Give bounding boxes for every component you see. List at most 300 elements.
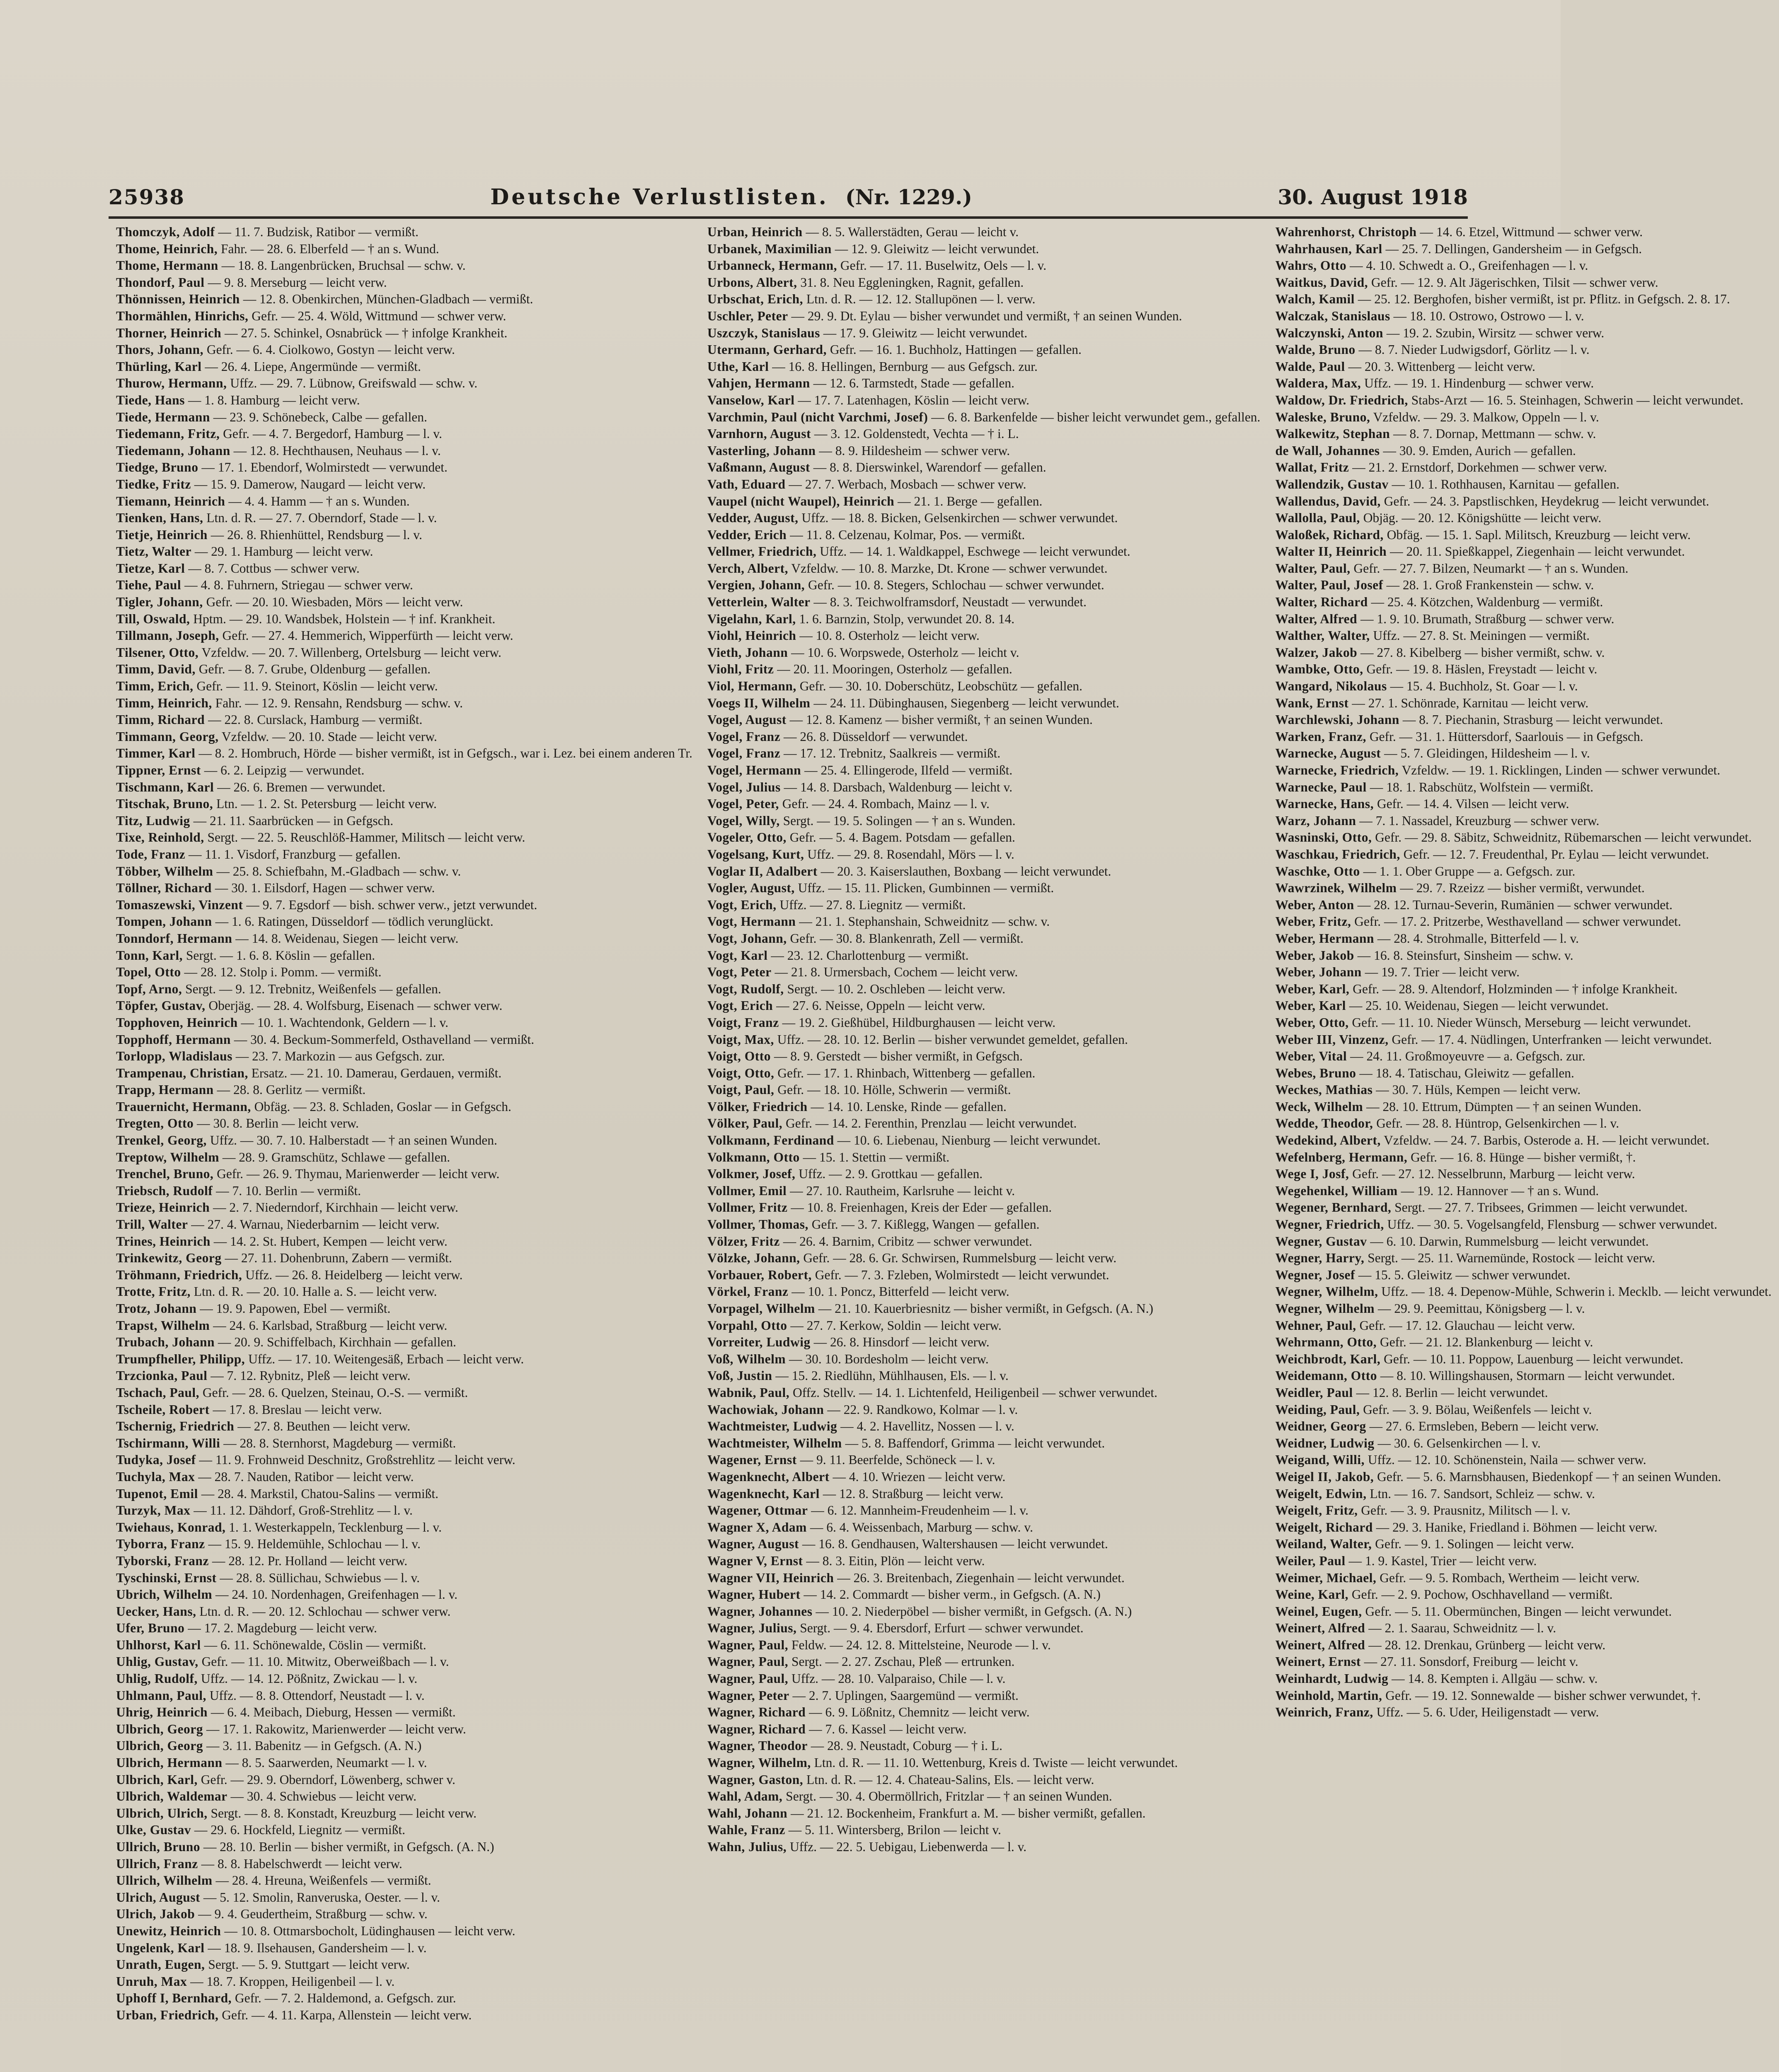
- entry-details: — 7. 10. Berlin — vermißt.: [216, 1183, 361, 1198]
- entry-name: Uhlhorst, Karl: [116, 1637, 201, 1652]
- entry-name: Waschke, Otto: [1275, 864, 1360, 879]
- entry-name: Tilsener, Otto,: [116, 645, 199, 660]
- casualty-entry: [116, 392, 692, 409]
- entry-name: Urbschat, Erich,: [707, 292, 803, 307]
- casualty-entry: [1275, 1250, 1772, 1267]
- entry-name: Trampenau, Christian,: [116, 1065, 248, 1080]
- entry-details: — 27. 10. Rautheim, Karlsruhe — leicht v.: [790, 1183, 1015, 1198]
- entry-details: Ltn. d. R. — 12. 12. Stallupönen — l. verw.: [806, 292, 1036, 307]
- entry-name: Vollmer, Thomas,: [707, 1217, 808, 1232]
- casualty-entry: [116, 1283, 692, 1300]
- casualty-entry: [116, 459, 692, 476]
- entry-details: Ltn. d. R. — 12. 4. Chateau-Salins, Els. — leicht verw.: [806, 1772, 1094, 1787]
- entry-details: — 27. 8. Kibelberg — bisher vermißt, schw. v.: [1360, 645, 1605, 660]
- casualty-entry: [116, 560, 692, 577]
- entry-name: Weber, Anton: [1275, 897, 1354, 912]
- entry-name: Ulbrich, Georg: [116, 1738, 203, 1753]
- entry-name: Wachtmeister, Wilhelm: [707, 1435, 842, 1450]
- entry-details: — 11. 7. Budzisk, Ratibor — vermißt.: [218, 225, 419, 239]
- entry-name: Wagner V, Ernst: [707, 1553, 803, 1568]
- entry-details: — 29. 6. Hockfeld, Liegnitz — vermißt.: [194, 1823, 406, 1837]
- entry-name: Vogt, Rudolf,: [707, 981, 784, 996]
- entry-details: — 29. 7. Rzeizz — bisher vermißt, verwundet.: [1400, 881, 1645, 896]
- entry-details: Vzfeldw. — 24. 7. Barbis, Osterode a. H. — leicht verwundet.: [1384, 1133, 1710, 1148]
- casualty-entry: [1275, 577, 1772, 594]
- entry-name: Warken, Franz,: [1275, 729, 1367, 744]
- casualty-entry: [707, 1570, 1261, 1587]
- entry-details: — 15. 2. Riedlühn, Mühlhausen, Els. — l. v.: [775, 1368, 1009, 1383]
- entry-name: Vollmer, Fritz: [707, 1200, 788, 1215]
- entry-details: — 28. 8. Gerlitz — vermißt.: [217, 1082, 366, 1097]
- casualty-entry: [707, 1721, 1261, 1738]
- casualty-entry: [707, 1368, 1261, 1385]
- casualty-entry: [1275, 560, 1772, 577]
- entry-details: — 17. 1. Rakowitz, Marienwerder — leicht verw.: [206, 1721, 466, 1736]
- entry-name: Wegner, Friedrich,: [1275, 1217, 1384, 1232]
- casualty-entry: [1275, 543, 1772, 560]
- entry-name: Ulrich, August: [116, 1890, 201, 1905]
- entry-details: — 6. 4. Meibach, Dieburg, Hessen — vermißt.: [211, 1705, 456, 1720]
- casualty-entry: [707, 1082, 1261, 1099]
- entry-name: Warnecke, Friedrich,: [1275, 763, 1399, 777]
- entry-name: Wegehenkel, William: [1275, 1183, 1398, 1198]
- entry-name: Topphoff, Hermann: [116, 1032, 231, 1047]
- entry-details: Uffz. — 27. 8. St. Meiningen — vermißt.: [1373, 628, 1590, 643]
- entry-details: Fahr. — 28. 6. Elberfeld — † an s. Wund.: [221, 241, 439, 256]
- entry-details: — 8. 7. Cottbus — schwer verw.: [188, 561, 360, 576]
- entry-details: Uffz. — 5. 6. Uder, Heiligenstadt — verw.: [1376, 1705, 1599, 1720]
- entry-details: Uffz. — 26. 8. Heidelberg — leicht verw.: [245, 1267, 463, 1282]
- casualty-entry: [707, 644, 1261, 661]
- entry-name: Vasterling, Johann: [707, 443, 816, 458]
- casualty-entry: [116, 1704, 692, 1721]
- entry-name: Waldow, Dr. Friedrich,: [1275, 392, 1408, 407]
- entry-name: Tiede, Hermann: [116, 409, 210, 424]
- casualty-entry: [116, 913, 692, 930]
- entry-name: Weigand, Willi,: [1275, 1452, 1365, 1467]
- entry-name: Vogt, Erich: [707, 998, 773, 1013]
- entry-name: Weinrich, Franz,: [1275, 1705, 1373, 1720]
- entry-details: Uffz. — 2. 9. Grottkau — gefallen.: [799, 1167, 983, 1181]
- casualty-entry: [1275, 644, 1772, 661]
- entry-details: Gefr. — 10. 8. Stegers, Schlochau — schwer verwundet.: [808, 578, 1104, 593]
- casualty-entry: [707, 1267, 1261, 1284]
- casualty-entry: [1275, 224, 1772, 241]
- entry-details: — 23. 12. Charlottenburg — vermißt.: [771, 948, 969, 963]
- entry-details: Vzfeldw. — 10. 8. Marzke, Dt. Krone — schwer verwundet.: [791, 561, 1108, 576]
- entry-name: Torlopp, Wladislaus: [116, 1049, 232, 1064]
- casualty-entry: [116, 1940, 692, 1957]
- casualty-entry: [116, 627, 692, 644]
- casualty-entry: [707, 1216, 1261, 1233]
- casualty-entry: [1275, 930, 1772, 947]
- casualty-entry: [1275, 813, 1772, 830]
- entry-details: Ltn. d. R. — 20. 12. Schlochau — schwer verw.: [199, 1604, 451, 1619]
- casualty-entry: [1275, 1317, 1772, 1334]
- casualty-entry: [707, 930, 1261, 947]
- column-1: [109, 224, 700, 2072]
- entry-details: Feldw. — 24. 12. 8. Mittelsteine, Neurode — l. v.: [791, 1637, 1051, 1652]
- casualty-entry: [707, 1519, 1261, 1536]
- entry-details: — 30. 6. Gelsenkirchen — l. v.: [1377, 1435, 1541, 1450]
- entry-details: — 15. 1. Stettin — vermißt.: [803, 1150, 950, 1164]
- column-2: [700, 224, 1268, 2072]
- entry-name: Vogel, Willy,: [707, 813, 780, 828]
- entry-details: Sergt. — 27. 7. Tribsees, Grimmen — leicht verwundet.: [1394, 1200, 1688, 1215]
- entry-name: Ulrich, Jakob: [116, 1907, 195, 1922]
- entry-name: Weimer, Michael,: [1275, 1570, 1377, 1585]
- entry-details: — 30. 4. Schwiebus — leicht verw.: [230, 1789, 417, 1804]
- entry-name: Uhlig, Gustav,: [116, 1654, 198, 1669]
- casualty-entry: [116, 409, 692, 426]
- entry-details: — 26. 8. Rhienhüttel, Rendsburg — l. v.: [211, 527, 422, 542]
- entry-details: — 11. 1. Visdorf, Franzburg — gefallen.: [188, 847, 401, 862]
- entry-details: — 21. 1. Stephanshain, Schweidnitz — schw. v.: [799, 914, 1050, 929]
- casualty-entry: [1275, 1014, 1772, 1031]
- casualty-entry: [1275, 1704, 1772, 1721]
- casualty-entry: [116, 1721, 692, 1738]
- entry-name: Wegner, Josef: [1275, 1267, 1355, 1282]
- entry-details: — 26. 4. Liepe, Angermünde — vermißt.: [205, 359, 421, 374]
- entry-name: Wehrmann, Otto,: [1275, 1335, 1377, 1350]
- entry-details: — 26. 6. Bremen — verwundet.: [217, 779, 386, 794]
- entry-details: Vzfeldw. — 29. 3. Malkow, Oppeln — l. v.: [1373, 409, 1599, 424]
- entry-details: — 15. 9. Heldemühle, Schlochau — l. v.: [208, 1537, 421, 1552]
- casualty-entry: [707, 997, 1261, 1014]
- page-number: 25938: [109, 184, 185, 209]
- entry-name: Topel, Otto: [116, 965, 181, 980]
- entry-name: Wallendus, David,: [1275, 494, 1381, 508]
- entry-name: Tröhmann, Friedrich,: [116, 1267, 242, 1282]
- entry-details: Gefr. — 10. 11. Poppow, Lauenburg — leicht verwundet.: [1384, 1351, 1684, 1366]
- casualty-entry: [116, 1351, 692, 1368]
- entry-name: Vorpagel, Wilhelm: [707, 1301, 815, 1316]
- entry-details: 31. 8. Neu Eggleningken, Ragnit, gefallen.: [800, 275, 1024, 290]
- casualty-entry: [116, 1300, 692, 1317]
- entry-details: — 1. 6. Ratingen, Düsseldorf — tödlich verunglückt.: [215, 914, 494, 929]
- entry-details: — 20. 3. Kaiserslauthen, Boxbang — leicht verwundet.: [821, 864, 1111, 879]
- entry-name: Wahn, Julius,: [707, 1840, 787, 1854]
- casualty-entry: [1275, 1486, 1772, 1503]
- casualty-entry: [707, 560, 1261, 577]
- entry-name: Wagner, Paul,: [707, 1671, 789, 1686]
- casualty-entry: [1275, 1586, 1772, 1603]
- entry-name: Thondorf, Paul: [116, 275, 205, 290]
- entry-details: — 28. 4. Strohmalle, Bitterfeld — l. v.: [1377, 931, 1579, 946]
- entry-name: Weber, Vital: [1275, 1049, 1347, 1064]
- casualty-entry: [707, 846, 1261, 863]
- entry-details: — 7. 12. Rybnitz, Pleß — leicht verw.: [211, 1368, 411, 1383]
- casualty-entry: [1275, 308, 1772, 325]
- entry-name: Ulbrich, Waldemar: [116, 1789, 228, 1804]
- entry-name: Trieze, Heinrich: [116, 1200, 210, 1215]
- casualty-entry: [116, 1653, 692, 1670]
- entry-details: — 9. 8. Merseburg — leicht verw.: [208, 275, 387, 290]
- entry-details: — 5. 11. Wintersberg, Brilon — leicht v.: [788, 1823, 1001, 1837]
- casualty-entry: [707, 1385, 1261, 1402]
- entry-name: Tippner, Ernst: [116, 763, 201, 777]
- casualty-entry: [116, 426, 692, 443]
- casualty-entry: [116, 257, 692, 274]
- casualty-entry: [707, 897, 1261, 914]
- casualty-entry: [1275, 897, 1772, 914]
- entry-name: Weigelt, Edwin,: [1275, 1486, 1367, 1501]
- entry-name: Wagner X, Adam: [707, 1520, 807, 1535]
- entry-details: — 28. 4. Markstil, Chatou-Salins — vermißt.: [201, 1486, 438, 1501]
- entry-details: — 30. 4. Beckum-Sommerfeld, Osthavelland — vermißt.: [234, 1032, 535, 1047]
- entry-details: — 8. 5. Saarwerden, Neumarkt — l. v.: [225, 1755, 427, 1770]
- entry-details: — 18. 4. Tatischau, Gleiwitz — gefallen.: [1359, 1065, 1574, 1080]
- entry-name: Uecker, Hans,: [116, 1604, 196, 1619]
- entry-name: Wahrenhorst, Christoph: [1275, 225, 1417, 239]
- entry-name: Thome, Hermann: [116, 258, 218, 273]
- entry-details: — 11. 8. Celzenau, Kolmar, Pos. — vermißt.: [790, 527, 1025, 542]
- entry-name: Tomaszewski, Vinzent: [116, 897, 243, 912]
- casualty-entry: [116, 1048, 692, 1065]
- entry-details: — 28. 8. Sternhorst, Magdeburg — vermißt.: [223, 1435, 456, 1450]
- casualty-entry: [116, 1603, 692, 1620]
- entry-details: — 19. 2. Gießhübel, Hildburghausen — leicht verw.: [782, 1015, 1056, 1030]
- entry-name: Walkewitz, Stephan: [1275, 426, 1390, 441]
- entry-details: — 12. 9. Gleiwitz — leicht verwundet.: [835, 241, 1039, 256]
- casualty-entry: [707, 964, 1261, 981]
- casualty-entry: [116, 1317, 692, 1334]
- casualty-entry: [116, 476, 692, 493]
- casualty-entry: [116, 897, 692, 914]
- entry-details: — 27. 4. Warnau, Niederbarnim — leicht verw.: [191, 1217, 440, 1232]
- entry-details: — 23. 9. Schönebeck, Calbe — gefallen.: [213, 409, 427, 424]
- casualty-entry: [1275, 409, 1772, 426]
- entry-name: Trotte, Fritz,: [116, 1284, 191, 1299]
- entry-name: Wagner, Gaston,: [707, 1772, 804, 1787]
- casualty-entry: [1275, 1183, 1772, 1200]
- entry-details: — 30. 9. Emden, Aurich — gefallen.: [1383, 443, 1576, 458]
- entry-name: Wallolla, Paul,: [1275, 511, 1360, 525]
- casualty-entry: [116, 1670, 692, 1687]
- entry-details: — 23. 7. Markozin — aus Gefgsch. zur.: [235, 1049, 445, 1064]
- casualty-entry: [1275, 1099, 1772, 1116]
- casualty-entry: [707, 1670, 1261, 1687]
- entry-details: — 9. 11. Beerfelde, Schöneck — l. v.: [800, 1452, 995, 1467]
- entry-details: — 21. 2. Ernstdorf, Dorkehmen — schwer verw.: [1352, 460, 1607, 475]
- entry-details: — 10. 1. Wachtendonk, Geldern — l. v.: [241, 1015, 449, 1030]
- entry-name: Vörkel, Franz: [707, 1284, 789, 1299]
- entry-name: Uhlig, Rudolf,: [116, 1671, 198, 1686]
- entry-details: Gefr. — 19. 12. Sonnewalde — bisher schwer verwundet, †.: [1385, 1688, 1701, 1703]
- entry-name: Ulbrich, Hermann: [116, 1755, 223, 1770]
- casualty-entry: [707, 712, 1261, 729]
- entry-name: Voigt, Otto,: [707, 1065, 775, 1080]
- casualty-entry: [1275, 1536, 1772, 1553]
- entry-details: — 2. 7. Niederndorf, Kirchhain — leicht verw.: [213, 1200, 458, 1215]
- entry-details: Gefr. — 28. 8. Hüntrop, Gelsenkirchen — l. v.: [1376, 1116, 1619, 1131]
- entry-details: Gefr. — 27. 4. Hemmerich, Wipperfürth — leicht verw.: [222, 628, 513, 643]
- casualty-entry: [116, 1418, 692, 1435]
- entry-name: Wagner, Paul,: [707, 1637, 789, 1652]
- entry-name: Walther, Walter,: [1275, 628, 1370, 643]
- casualty-entry: [707, 476, 1261, 493]
- casualty-entry: [116, 527, 692, 544]
- casualty-entry: [707, 1283, 1261, 1300]
- casualty-entry: [707, 1014, 1261, 1031]
- casualty-entry: [116, 493, 692, 510]
- entry-name: Wahl, Adam,: [707, 1789, 783, 1804]
- entry-name: Vorreiter, Ludwig: [707, 1335, 811, 1350]
- casualty-entry: [116, 1553, 692, 1570]
- entry-details: — 22. 9. Randkowo, Kolmar — l. v.: [827, 1402, 1018, 1417]
- casualty-entry: [116, 1486, 692, 1503]
- entry-details: — 28. 12. Turnau-Severin, Rumänien — schwer verwundet.: [1357, 897, 1673, 912]
- entry-name: Trubach, Johann: [116, 1335, 215, 1350]
- casualty-entry: [707, 527, 1261, 544]
- casualty-entry: [116, 1738, 692, 1755]
- entry-details: Ltn. d. R. — 27. 7. Oberndorf, Stade — l. v.: [206, 511, 437, 525]
- entry-name: Wehner, Paul,: [1275, 1318, 1356, 1333]
- entry-name: Waleske, Bruno,: [1275, 409, 1370, 424]
- entry-name: Wagner, Richard: [707, 1705, 806, 1720]
- entry-details: Uffz. — 18. 8. Bicken, Gelsenkirchen — schwer verwundet.: [801, 511, 1118, 525]
- entry-name: Vieth, Johann: [707, 645, 788, 660]
- casualty-entry: [1275, 510, 1772, 527]
- entry-name: Wagener, Ottmar: [707, 1503, 808, 1518]
- casualty-entry: [1275, 863, 1772, 880]
- casualty-entry: [116, 779, 692, 796]
- casualty-entry: [1275, 527, 1772, 544]
- casualty-entry: [707, 627, 1261, 644]
- entry-details: — 8. 8. Dierswinkel, Warendorf — gefallen.: [813, 460, 1046, 475]
- entry-name: Weigelt, Fritz,: [1275, 1503, 1358, 1518]
- entry-details: Sergt. — 1. 6. 8. Köslin — gefallen.: [186, 948, 375, 963]
- casualty-entry: [1275, 1452, 1772, 1469]
- entry-details: — 25. 10. Weidenau, Siegen — leicht verwundet.: [1349, 998, 1609, 1013]
- entry-details: Obfäg. — 15. 1. Sapl. Militsch, Kreuzburg — leicht verw.: [1387, 527, 1691, 542]
- entry-name: Tudyka, Josef: [116, 1452, 196, 1467]
- casualty-entry: [1275, 1418, 1772, 1435]
- casualty-entry: [1275, 358, 1772, 375]
- entry-details: — 17. 7. Latenhagen, Köslin — leicht verw.: [798, 392, 1030, 407]
- entry-details: Vzfeldw. — 20. 7. Willenberg, Ortelsburg — leicht verw.: [201, 645, 501, 660]
- entry-details: — 8. 9. Gerstedt — bisher vermißt, in Gefgsch.: [774, 1049, 1023, 1064]
- casualty-entry: [1275, 611, 1772, 628]
- entry-name: Wachowiak, Johann: [707, 1402, 824, 1417]
- casualty-entry: [116, 1586, 692, 1603]
- entry-name: Weinel, Eugen,: [1275, 1604, 1362, 1619]
- casualty-entry: [707, 274, 1261, 291]
- entry-name: Vogel, Franz: [707, 729, 781, 744]
- casualty-entry: [1275, 846, 1772, 863]
- entry-details: Gefr. — 25. 4. Wöld, Wittmund — schwer verw.: [252, 308, 506, 323]
- entry-name: Walde, Paul: [1275, 359, 1345, 374]
- entry-details: — 14. 8. Darsbach, Waldenburg — leicht v.: [784, 779, 1013, 794]
- masthead: [490, 184, 972, 210]
- entry-name: Uschler, Peter: [707, 308, 788, 323]
- casualty-entry: [116, 577, 692, 594]
- entry-details: Gefr. — 29. 9. Oberndorf, Löwenberg, schwer v.: [201, 1772, 455, 1787]
- entry-name: Wegner, Wilhelm,: [1275, 1284, 1378, 1299]
- entry-details: — 25. 4. Kötzchen, Waldenburg — vermißt.: [1371, 595, 1603, 610]
- entry-name: Tonndorf, Hermann: [116, 931, 232, 946]
- entry-name: Waschkau, Friedrich,: [1275, 847, 1400, 862]
- entry-details: — 26. 3. Breitenbach, Ziegenhain — leicht verwundet.: [837, 1570, 1125, 1585]
- casualty-entry: [1275, 1620, 1772, 1637]
- casualty-entry: [116, 1402, 692, 1418]
- casualty-entry: [1275, 1149, 1772, 1166]
- entry-details: — 2. 1. Saarau, Schweidnitz — l. v.: [1368, 1621, 1556, 1636]
- casualty-entry: [116, 1368, 692, 1385]
- casualty-entry: [707, 1653, 1261, 1670]
- casualty-entry: [116, 1839, 692, 1856]
- entry-name: Thome, Heinrich,: [116, 241, 218, 256]
- entry-name: Weinert, Alfred: [1275, 1621, 1365, 1636]
- entry-details: — 28. 10. Ettrum, Dümpten — † an seinen Wunden.: [1366, 1099, 1642, 1114]
- casualty-entry: [116, 1805, 692, 1822]
- casualty-entry: [116, 1856, 692, 1873]
- entry-details: — 24. 10. Nordenhagen, Greifenhagen — l. v.: [215, 1587, 458, 1602]
- entry-name: Triebsch, Rudolf: [116, 1183, 213, 1198]
- entry-details: Gefr. — 27. 7. Bilzen, Neumarkt — † an s. Wunden.: [1353, 561, 1629, 576]
- entry-details: — 14. 6. Etzel, Wittmund — schwer verw.: [1420, 225, 1643, 239]
- entry-name: Verch, Albert,: [707, 561, 788, 576]
- entry-details: — 29. 9. Dt. Eylau — bisher verwundet und vermißt, † an seinen Wunden.: [791, 308, 1182, 323]
- casualty-entry: [116, 762, 692, 779]
- casualty-entry: [707, 829, 1261, 846]
- entry-name: Wegner, Gustav: [1275, 1234, 1367, 1249]
- entry-details: Gefr. — 17. 2. Pritzerbe, Westhavelland — schwer verwundet.: [1354, 914, 1681, 929]
- entry-details: Ltn. — 16. 7. Sandsort, Schleiz — schw. v.: [1370, 1486, 1595, 1501]
- casualty-entry: [116, 829, 692, 846]
- entry-details: Gefr. — 5. 4. Bagem. Potsdam — gefallen.: [789, 830, 1015, 845]
- entry-details: Gefr. — 11. 9. Steinort, Köslin — leicht verw.: [196, 679, 438, 694]
- casualty-entry: [707, 325, 1261, 342]
- entry-details: — 4. 8. Fuhrnern, Striegau — schwer verw.: [184, 578, 413, 593]
- casualty-entry: [707, 459, 1261, 476]
- entry-details: — 15. 4. Buchholz, St. Goar — l. v.: [1390, 679, 1578, 694]
- entry-name: Tixe, Reinhold,: [116, 830, 204, 845]
- entry-name: Tiedemann, Fritz,: [116, 426, 220, 441]
- entry-details: Gefr. — 12. 9. Alt Jägerischken, Tilsit — schwer verw.: [1371, 275, 1658, 290]
- entry-details: — 6. 4. Weissenbach, Marburg — schw. v.: [810, 1520, 1033, 1535]
- casualty-entry: [1275, 594, 1772, 611]
- entry-details: — 14. 2. Commardt — bisher verm., in Gefgsch. (A. N.): [804, 1587, 1101, 1602]
- entry-name: Wefelnberg, Hermann,: [1275, 1150, 1408, 1164]
- casualty-entry: [1275, 1687, 1772, 1704]
- entry-name: Wege I, Josf,: [1275, 1167, 1349, 1181]
- casualty-entry: [707, 1486, 1261, 1503]
- casualty-entry: [1275, 291, 1772, 308]
- entry-details: — 28. 9. Gramschütz, Schlawe — gefallen.: [222, 1150, 450, 1164]
- entry-name: Wegner, Wilhelm: [1275, 1301, 1375, 1316]
- entry-name: Utermann, Gerhard,: [707, 342, 827, 357]
- casualty-entry: [1275, 627, 1772, 644]
- entry-name: Töllner, Richard: [116, 881, 212, 896]
- entry-name: Weber, Jakob: [1275, 948, 1354, 963]
- casualty-entry: [1275, 678, 1772, 695]
- header-rule: [109, 216, 1468, 219]
- entry-name: Walczynski, Anton: [1275, 325, 1383, 340]
- entry-details: Gefr. — 30. 10. Doberschütz, Leobschütz — gefallen.: [799, 679, 1082, 694]
- entry-details: — 22. 8. Curslack, Hamburg — vermißt.: [208, 712, 423, 727]
- casualty-entry: [1275, 661, 1772, 678]
- entry-details: Gefr. — 29. 8. Säbitz, Schweidnitz, Rübemarschen — leicht verwundet.: [1375, 830, 1752, 845]
- entry-name: Warchlewski, Johann: [1275, 712, 1399, 727]
- entry-details: — 30. 10. Bordesholm — leicht verw.: [789, 1351, 989, 1366]
- entry-name: Trines, Heinrich: [116, 1234, 211, 1249]
- entry-details: — 20. 11. Spießkappel, Ziegenhain — leicht verwundet.: [1390, 544, 1685, 559]
- casualty-entry: [1275, 1065, 1772, 1082]
- entry-details: — 6. 9. Lößnitz, Chemnitz — leicht verw.: [809, 1705, 1030, 1720]
- entry-name: Weidler, Paul: [1275, 1385, 1353, 1400]
- entry-details: — 6. 8. Barkenfelde — bisher leicht verwundet gem., gefallen.: [931, 409, 1261, 424]
